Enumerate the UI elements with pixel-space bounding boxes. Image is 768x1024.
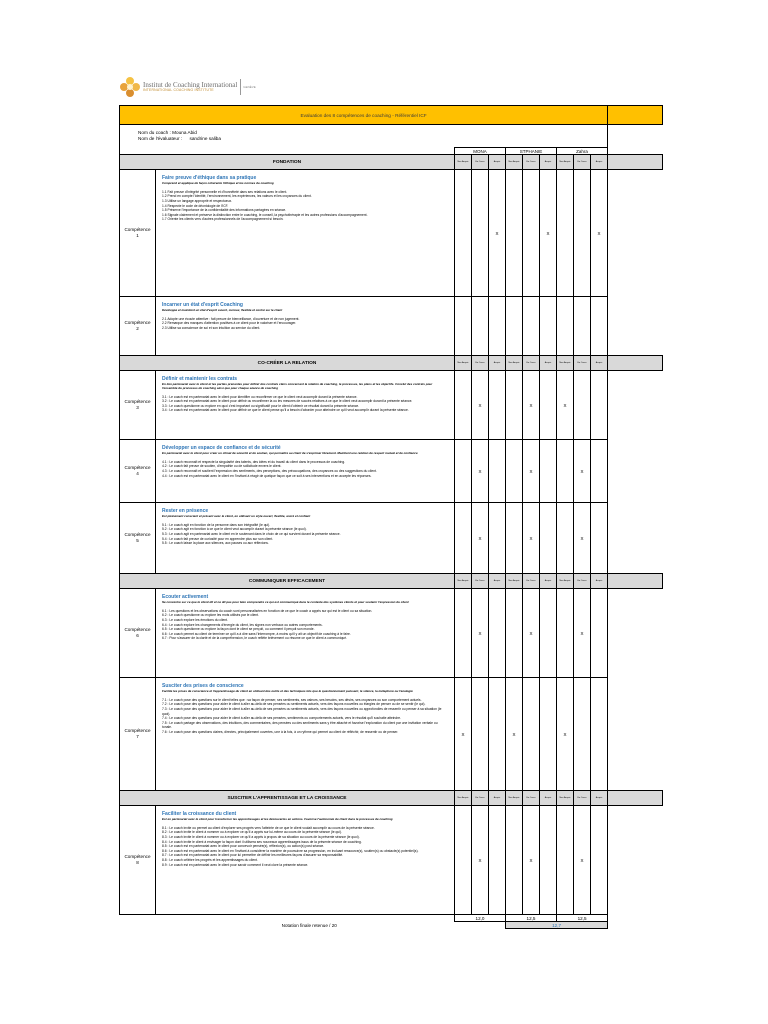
- evaluation-mark-cell[interactable]: [557, 297, 574, 356]
- evaluation-mark-cell[interactable]: [472, 678, 489, 791]
- section-header-row: [120, 574, 663, 589]
- competence-row: [120, 589, 663, 678]
- evaluation-mark-cell[interactable]: [574, 170, 591, 297]
- competence-word: Compétence: [124, 227, 151, 233]
- competence-word: Compétence: [124, 465, 151, 471]
- evaluation-mark-cell[interactable]: [557, 806, 574, 915]
- competence-row: [120, 440, 663, 503]
- competence-subtitle: Est en partenariat avec le client pour transformer les apprentissages et les découvertes en actions. Favorise l'autonomie du client dans le processus de coaching: [162, 817, 393, 821]
- competence-title: Faciliter la croissance du client: [162, 811, 237, 817]
- competence-number: 6: [136, 633, 139, 638]
- logo-flower-icon: [120, 77, 140, 97]
- evaluation-mark-cell[interactable]: X: [540, 170, 557, 297]
- info-filler: [608, 125, 663, 148]
- evaluation-mark-cell[interactable]: [540, 678, 557, 791]
- score-evaluator-1: 12,0: [455, 915, 506, 922]
- evaluation-mark-cell[interactable]: [557, 503, 574, 574]
- competence-criterion: 8.5 : Le coach est en partenariat avec le client pour concevoir pensée(s), réflexion(s), ou action(s) post séance.: [162, 844, 325, 849]
- evaluation-mark-cell[interactable]: [506, 806, 523, 915]
- competence-word: Compétence: [124, 627, 151, 633]
- column-header: Non Acquis: [455, 791, 472, 806]
- competence-criterion: 2.2 Remarque des marques d'attention positives à ce client pour le valoriser et l'encourager.: [162, 321, 297, 326]
- evaluation-mark-cell[interactable]: [455, 806, 472, 915]
- evaluation-mark-cell[interactable]: X: [557, 371, 574, 440]
- evaluation-mark-cell[interactable]: X: [506, 678, 523, 791]
- competence-row: [120, 678, 663, 791]
- column-header: Non Acquis: [455, 356, 472, 371]
- evaluation-mark-cell[interactable]: [591, 678, 608, 791]
- competence-criterion: 3.3 : Le coach questionne ou explore en quoi c'est important ou significatif pour le client d'obtenir ce résultat durant la présente séance.: [162, 403, 360, 408]
- coach-name: Mouna Abid: [172, 129, 197, 135]
- competence-description: [156, 170, 455, 297]
- competence-criterion: 7.4 : Le coach pose des questions pour aider le client à aller au-delà de ses pensées, sentiments ou comportements actuels, vers le résultat qu'il souhaite atteindre.: [162, 716, 402, 721]
- scores-filler: [608, 915, 663, 922]
- competence-word: Compétence: [124, 728, 151, 734]
- competence-criterion: 7.6 : Le coach pose des questions claires, directes, principalement ouvertes, une à la fois, à un rythme qui permet au client de réfléchir, de ressentir ou de penser.: [162, 730, 399, 735]
- competence-row: [120, 297, 663, 356]
- competence-label: [120, 170, 156, 297]
- row-filler: [608, 678, 663, 791]
- evaluation-mark-cell[interactable]: [540, 371, 557, 440]
- evaluation-mark-cell[interactable]: X: [523, 589, 540, 678]
- final-score-label: Notation finale retenue / 20: [281, 922, 337, 928]
- column-header: Non Acquis: [557, 791, 574, 806]
- institute-logo: [120, 76, 280, 98]
- competence-subtitle: Facilite les prises de conscience et l'apprentissage du client en utilisant des outils et des techniques tels que le questionnement puissant, le silence, la métaphore ou l'analogie: [162, 689, 413, 693]
- column-header: En Cours: [574, 356, 591, 371]
- section-header-row: [120, 356, 663, 371]
- competence-criterion: 6.3 : Le coach explore les émotions du client.: [162, 617, 228, 622]
- evaluation-mark-cell[interactable]: [455, 170, 472, 297]
- competence-criterion: 3.4 : Le coach est en partenariat avec le client pour définir ce que le client pense qu'il a besoin d'aborder pour atteindre ce qu'il veut accomplir durant la présente séance.: [162, 408, 409, 413]
- competence-criterion: 2.3 Utilise sa conscience de soi et son intuition au service du client.: [162, 325, 261, 330]
- column-header: En Cours: [472, 356, 489, 371]
- evaluation-mark-cell[interactable]: [574, 678, 591, 791]
- competence-criterion: 3.1 : Le coach est en partenariat avec le client pour identifier ou reconfirmer ce que le client veut accomplir durant la présente séance.: [162, 394, 358, 399]
- evaluation-mark-cell[interactable]: [591, 589, 608, 678]
- row-filler: [608, 440, 663, 503]
- evaluation-mark-cell[interactable]: [506, 440, 523, 503]
- evaluation-mark-cell[interactable]: [523, 678, 540, 791]
- competence-criterion: 6.7 : Pour s'assurer de la clarté et de la compréhension, le coach reflète brièvement ou résume ce que le client a communiqué.: [162, 636, 347, 641]
- evaluation-mark-cell[interactable]: X: [574, 589, 591, 678]
- competence-word: Compétence: [124, 320, 151, 326]
- section-title: SUSCITER L'APPRENTISSAGE ET LA CROISSANCE: [120, 791, 455, 806]
- evaluation-mark-cell[interactable]: X: [472, 440, 489, 503]
- row-filler: [608, 806, 663, 915]
- row-filler: [608, 589, 663, 678]
- final-score-value: 12,7: [506, 922, 608, 929]
- evaluation-mark-cell[interactable]: [506, 589, 523, 678]
- competence-label: [120, 440, 156, 503]
- evaluation-mark-cell[interactable]: X: [523, 806, 540, 915]
- competence-criterion: 1.5 Préserve l'importance de la confidentialité des informations partagées en séance.: [162, 208, 287, 213]
- column-header: Acquis: [591, 356, 608, 371]
- coach-info: [120, 125, 608, 148]
- competence-criterion: 4.1 : Le coach reconnaît et respecte la singularité des talents, des idées et du travail du client dans le processus de coaching.: [162, 459, 346, 464]
- competence-word: Compétence: [124, 399, 151, 405]
- competence-criterion: 7.3 : Le coach pose des questions pour aider le client à aller au-delà de ses pensées ou sentiments actuels, vers des façons nouvelles ou approfondies de ressentir ou penser à sa situation (le quoi).: [162, 706, 442, 716]
- competence-criterion: 7.1 : Le coach pose des questions sur le client telles que : sa façon de penser, ses sentiments, ses valeurs, ses besoins, ses désirs, ses croyances ou son comportement actuels.: [162, 697, 422, 702]
- column-header: Acquis: [489, 791, 506, 806]
- column-header: Acquis: [540, 356, 557, 371]
- row-filler: [608, 371, 663, 440]
- competence-number: 3: [136, 405, 139, 410]
- section-filler: [608, 791, 663, 806]
- column-header: Acquis: [591, 791, 608, 806]
- competence-row: [120, 170, 663, 297]
- evaluation-mark-cell[interactable]: X: [472, 589, 489, 678]
- evaluation-mark-cell[interactable]: [489, 806, 506, 915]
- competence-criterion: 1.4 Respecte le code de déontologie de l'ICF.: [162, 203, 229, 208]
- competence-label: [120, 503, 156, 574]
- competence-criterion: 6.1 : Les questions et les observations du coach sont personnalisées en fonction de ce que le coach a appris sur qui est le client ou sa situation.: [162, 608, 373, 613]
- row-filler: [608, 503, 663, 574]
- column-header: Acquis: [540, 791, 557, 806]
- competence-criterion: 1.3 Utilise un langage approprié et respectueux.: [162, 198, 233, 203]
- column-header: Non Acquis: [557, 155, 574, 170]
- evaluation-mark-cell[interactable]: [455, 297, 472, 356]
- column-header: Non Acquis: [557, 574, 574, 589]
- evaluation-mark-cell[interactable]: X: [523, 503, 540, 574]
- competence-criterion: 7.2 : Le coach pose des questions pour aider le client à aller au-delà de ses pensées ou sentiments actuels, vers des façons nouvelles ou élargies de penser ou de se sentir (le qui).: [162, 702, 426, 707]
- column-header: Acquis: [540, 574, 557, 589]
- competence-description: [156, 297, 455, 356]
- competence-criterion: 4.4 : Le coach est en partenariat avec le client en l'invitant à réagir de quelque façon que ce soit à ses interventions et en accepte les réponses.: [162, 473, 372, 478]
- evaluator-name-1: MONA: [455, 148, 506, 155]
- evaluation-mark-cell[interactable]: X: [557, 678, 574, 791]
- column-header: Non Acquis: [506, 574, 523, 589]
- score-evaluator-2: 12,5: [506, 915, 557, 922]
- evaluation-mark-cell[interactable]: [574, 371, 591, 440]
- evaluator-name-2: STPHANIE: [506, 148, 557, 155]
- evaluation-mark-cell[interactable]: [489, 678, 506, 791]
- evaluation-mark-cell[interactable]: [489, 440, 506, 503]
- evaluation-mark-cell[interactable]: [472, 170, 489, 297]
- competence-number: 4: [136, 471, 139, 476]
- column-header: En Cours: [574, 574, 591, 589]
- column-header: En Cours: [523, 155, 540, 170]
- final-filler: [608, 922, 663, 929]
- evaluation-mark-cell[interactable]: [472, 297, 489, 356]
- section-title: CO-CRÉER LA RELATION: [120, 356, 455, 371]
- competence-number: 5: [136, 538, 139, 543]
- evaluator-label: Nom de l'évaluateur :: [138, 136, 183, 141]
- evaluation-mark-cell[interactable]: [591, 371, 608, 440]
- evaluation-table: [119, 105, 663, 929]
- competence-criterion: 8.1 : Le coach invite ou permet au client d'explorer ses progrès vers l'atteinte de ce que le client voulait accomplir au cours de la présente séance.: [162, 825, 375, 830]
- competence-number: 2: [136, 326, 139, 331]
- evaluation-mark-cell[interactable]: [489, 297, 506, 356]
- evaluation-mark-cell[interactable]: [506, 297, 523, 356]
- coach-label: Nom du coach :: [138, 129, 171, 135]
- competence-title: Rester en présence: [162, 508, 209, 514]
- competence-criterion: 4.3 : Le coach reconnaît et soutient l'expression des sentiments, des perceptions, des préoccupations, des croyances ou des suggestions du client.: [162, 468, 377, 473]
- column-header: Acquis: [489, 155, 506, 170]
- competence-title: Incarner un état d'esprit Coaching: [162, 302, 243, 308]
- column-header: Non Acquis: [506, 155, 523, 170]
- evaluation-mark-cell[interactable]: [540, 806, 557, 915]
- evaluation-mark-cell[interactable]: X: [574, 503, 591, 574]
- competence-title: Définir et maintenir les contrats: [162, 376, 238, 382]
- evaluation-mark-cell[interactable]: [557, 440, 574, 503]
- evaluator-name-3: Zahra: [557, 148, 608, 155]
- column-header: En Cours: [472, 791, 489, 806]
- evaluation-mark-cell[interactable]: [455, 589, 472, 678]
- section-header-row: [120, 791, 663, 806]
- competence-criterion: 8.4 : Le coach invite le client à envisager la façon dont il utilisera ses nouveaux apprentissages issus de la présente séance de coaching.: [162, 839, 362, 844]
- competence-number: 1: [136, 233, 139, 238]
- evaluation-mark-cell[interactable]: [557, 170, 574, 297]
- evaluation-mark-cell[interactable]: [455, 440, 472, 503]
- score-evaluator-3: 12,5: [557, 915, 608, 922]
- evaluation-mark-cell[interactable]: X: [574, 806, 591, 915]
- row-filler: [608, 297, 663, 356]
- competence-criterion: 6.6 : Le coach permet au client de terminer ce qu'il a à dire sans l'interrompre, à moins qu'il y ait un objectif de coaching à le faire.: [162, 631, 351, 636]
- column-header: Acquis: [489, 574, 506, 589]
- competence-number: 7: [136, 734, 139, 739]
- column-header: Non Acquis: [455, 155, 472, 170]
- column-header: Non Acquis: [506, 356, 523, 371]
- competence-label: [120, 678, 156, 791]
- scores-spacer: [120, 915, 455, 922]
- competence-criterion: 8.3 : Le coach invite le client à nommer ou à explorer ce qu'il a appris à propos de sa situation au cours de la présente séance (le quoi).: [162, 834, 360, 839]
- evaluation-mark-cell[interactable]: [489, 371, 506, 440]
- competence-description: [156, 589, 455, 678]
- scores-row: [120, 915, 663, 922]
- column-header: En Cours: [523, 574, 540, 589]
- competence-description: [156, 806, 455, 915]
- competence-criterion: 6.2 : Le coach questionne ou explore les mots utilisés par le client.: [162, 613, 259, 618]
- competence-criterion: 5.1 : Le coach agit en fonction de la personne dans son intégralité (le qui).: [162, 522, 271, 527]
- column-header: En Cours: [472, 155, 489, 170]
- logo-name: Institut de Coaching International: [143, 80, 238, 89]
- competence-label: [120, 806, 156, 915]
- competence-row: [120, 806, 663, 915]
- competence-description: [156, 678, 455, 791]
- column-header: Acquis: [540, 155, 557, 170]
- section-filler: [608, 356, 663, 371]
- competence-criterion: 7.5 : Le coach partage des observations, des intuitions, des commentaires, des pensées ou des sentiments sans y être attaché et favorise l'exploration du client par une invitation verbale ou tonale.: [162, 720, 438, 730]
- column-header: En Cours: [574, 155, 591, 170]
- competence-criterion: 8.8 : Le coach célèbre les progrès et les apprentissages du client.: [162, 858, 258, 863]
- evaluation-mark-cell[interactable]: X: [489, 170, 506, 297]
- competence-criterion: 6.4 : Le coach explore les changements d'énergie du client, les signes non verbaux ou autres comportements.: [162, 622, 323, 627]
- competence-row: [120, 503, 663, 574]
- evaluation-mark-cell[interactable]: X: [472, 806, 489, 915]
- competence-label: [120, 371, 156, 440]
- section-title: FONDATION: [120, 155, 455, 170]
- column-header: En Cours: [574, 791, 591, 806]
- evaluation-mark-cell[interactable]: X: [591, 170, 608, 297]
- competence-title: Faire preuve d'éthique dans sa pratique: [162, 175, 257, 181]
- evaluation-mark-cell[interactable]: [574, 297, 591, 356]
- competence-criterion: 3.2 : Le coach est en partenariat avec le client pour définir ou reconfirmer la ou les mesures de succès relatives à ce que le client veut accomplir durant la présente séance.: [162, 399, 413, 404]
- section-header-row: [120, 155, 663, 170]
- evaluation-mark-cell[interactable]: [455, 371, 472, 440]
- competence-description: [156, 440, 455, 503]
- logo-side-label: GENÈVE: [240, 79, 256, 95]
- competence-number: 8: [136, 860, 139, 865]
- competence-criterion: 5.2 : Le coach agit en fonction à ce que le client veut accomplir durant la présente séance (le quoi).: [162, 527, 307, 532]
- evaluation-mark-cell[interactable]: [506, 503, 523, 574]
- column-header: Acquis: [489, 356, 506, 371]
- competence-title: Susciter des prises de conscience: [162, 683, 244, 689]
- evaluation-mark-cell[interactable]: [540, 503, 557, 574]
- evaluation-mark-cell[interactable]: X: [574, 440, 591, 503]
- evaluation-mark-cell[interactable]: [506, 170, 523, 297]
- competence-criterion: 8.7 : Le coach est en partenariat avec le client pour lui permettre de définir les meilleures façons d'assurer sa responsabilité.: [162, 853, 344, 858]
- section-filler: [608, 574, 663, 589]
- competence-description: [156, 503, 455, 574]
- section-title: COMMUNIQUER EFFICACEMENT: [120, 574, 455, 589]
- column-header: En Cours: [523, 356, 540, 371]
- evaluation-mark-cell[interactable]: [540, 297, 557, 356]
- competence-subtitle: Développe et maintient un état d'esprit ouvert, curieux, flexible et centré sur le client: [162, 308, 283, 312]
- column-header: En Cours: [472, 574, 489, 589]
- competence-criterion: 1.1 Fait preuve d'intégrité personnelle et d'honnêteté dans ses relations avec le client.: [162, 189, 288, 194]
- column-header: Non Acquis: [557, 356, 574, 371]
- evaluation-mark-cell[interactable]: X: [523, 440, 540, 503]
- logo-subtitle: INTERNATIONAL COACHING INSTITUTE: [143, 87, 214, 92]
- column-header: Non Acquis: [455, 574, 472, 589]
- competence-word: Compétence: [124, 532, 151, 538]
- competence-subtitle: Est pleinement conscient et présent avec le client, en utilisant un style ouvert, flexible, ancré et confiant: [162, 514, 311, 518]
- column-header: Acquis: [591, 155, 608, 170]
- evaluation-mark-cell[interactable]: X: [472, 503, 489, 574]
- competence-label: [120, 297, 156, 356]
- evaluation-mark-cell[interactable]: [591, 440, 608, 503]
- column-header: En Cours: [523, 791, 540, 806]
- evaluator-name: sandrine saliba: [189, 136, 221, 141]
- evaluation-mark-cell[interactable]: [523, 170, 540, 297]
- competence-criterion: 8.9 : Le coach est en partenariat avec le client pour savoir comment il veut clore la présente séance.: [162, 862, 309, 867]
- evaluation-mark-cell[interactable]: [591, 503, 608, 574]
- evaluation-mark-cell[interactable]: [506, 371, 523, 440]
- evaluation-mark-cell[interactable]: [557, 589, 574, 678]
- competence-subtitle: En lien partenariat avec le client et les parties prenantes pour définir des contrats clairs concernant la relation de coaching, le processus, les plans et les objectifs. Conclut des contrats pour l'ensemble du processus de coaching ainsi que pour chaque séance de coaching: [162, 382, 433, 390]
- competence-criterion: 8.2 : Le coach invite le client à nommer ou à explorer ce qu'il a appris sur lui-même au cours de la présente séance (le qui).: [162, 830, 342, 835]
- evaluation-mark-cell[interactable]: [540, 440, 557, 503]
- column-header: Non Acquis: [506, 791, 523, 806]
- competence-criterion: 8.6 : Le coach est en partenariat avec le client en l'invitant à considérer la manière de poursuivre sa progression, en incluant ressource(s), soutien(s) ou obstacle(s) potentiel(s).: [162, 848, 419, 853]
- competence-subtitle: En partenariat avec le client pour créer un climat de sécurité et de soutien, qui permettre au client de s'exprimer librement. Maintient une relation de respect mutuel et de confiance: [162, 451, 418, 455]
- competence-criterion: 2.1 Adopte une écoute attentive : fait preuve de bienveillance, d'ouverture et de non jugement.: [162, 316, 300, 321]
- competence-criterion: 1.6 Signale clairement et préserve la distinction entre le coaching, le conseil, la psychothérapie et les autres professions d'accompagnement.: [162, 212, 368, 217]
- evaluation-mark-cell[interactable]: [591, 806, 608, 915]
- competence-label: [120, 589, 156, 678]
- competence-subtitle: Comprend et applique de façon cohérente l'éthique et les normes du coaching: [162, 181, 274, 185]
- names-filler: [608, 148, 663, 155]
- table-title: Evaluation des 8 compétences de coaching - Référentiel ICF: [120, 106, 608, 125]
- evaluation-mark-cell[interactable]: [489, 503, 506, 574]
- evaluation-mark-cell[interactable]: [455, 503, 472, 574]
- competence-word: Compétence: [124, 854, 151, 860]
- evaluation-mark-cell[interactable]: X: [455, 678, 472, 791]
- title-filler: [608, 106, 663, 125]
- final-score-row: [120, 922, 663, 929]
- evaluation-mark-cell[interactable]: X: [523, 371, 540, 440]
- evaluation-mark-cell[interactable]: [489, 589, 506, 678]
- competence-row: [120, 371, 663, 440]
- competence-criterion: 1.7 Oriente les clients vers d'autres professionnels de l'accompagnement si besoin.: [162, 217, 284, 222]
- competence-title: Ecouter activement: [162, 594, 209, 600]
- competence-criterion: 5.4 : Le coach fait preuve de curiosité pour en apprendre plus sur son client.: [162, 536, 274, 541]
- evaluation-mark-cell[interactable]: [540, 589, 557, 678]
- competence-criterion: 4.2 : Le coach fait preuve de soutien, d'empathie ou de sollicitude envers le client.: [162, 464, 282, 469]
- row-filler: [608, 170, 663, 297]
- competence-criterion: 6.5 : Le coach questionne ou explore la façon dont le client se perçoit, ou comment il perçoit son monde.: [162, 627, 315, 632]
- competence-criterion: 1.2 Prend en compte l'identité, l'environnement, les expériences, les valeurs et les croyances du client.: [162, 194, 312, 199]
- competence-description: [156, 371, 455, 440]
- evaluation-mark-cell[interactable]: [591, 297, 608, 356]
- evaluation-mark-cell[interactable]: [523, 297, 540, 356]
- evaluation-mark-cell[interactable]: X: [472, 371, 489, 440]
- competence-criterion: 5.5 : Le coach laisse la place aux silences, aux pauses ou aux réflexions.: [162, 541, 269, 546]
- section-filler: [608, 155, 663, 170]
- names-spacer: [120, 148, 455, 155]
- competence-title: Développer un espace de confiance et de sécurité: [162, 445, 281, 451]
- column-header: Acquis: [591, 574, 608, 589]
- competence-subtitle: Se concentre sur ce que le client dit et ne dit pas pour bien comprendre ce qui est communiqué dans le contexte des systèmes clients et pour soutenir l'expression du client: [162, 600, 409, 604]
- competence-criterion: 5.3 : Le coach agit en partenariat avec le client en le soutenant dans le choix de ce qui survient durant la présente séance.: [162, 531, 341, 536]
